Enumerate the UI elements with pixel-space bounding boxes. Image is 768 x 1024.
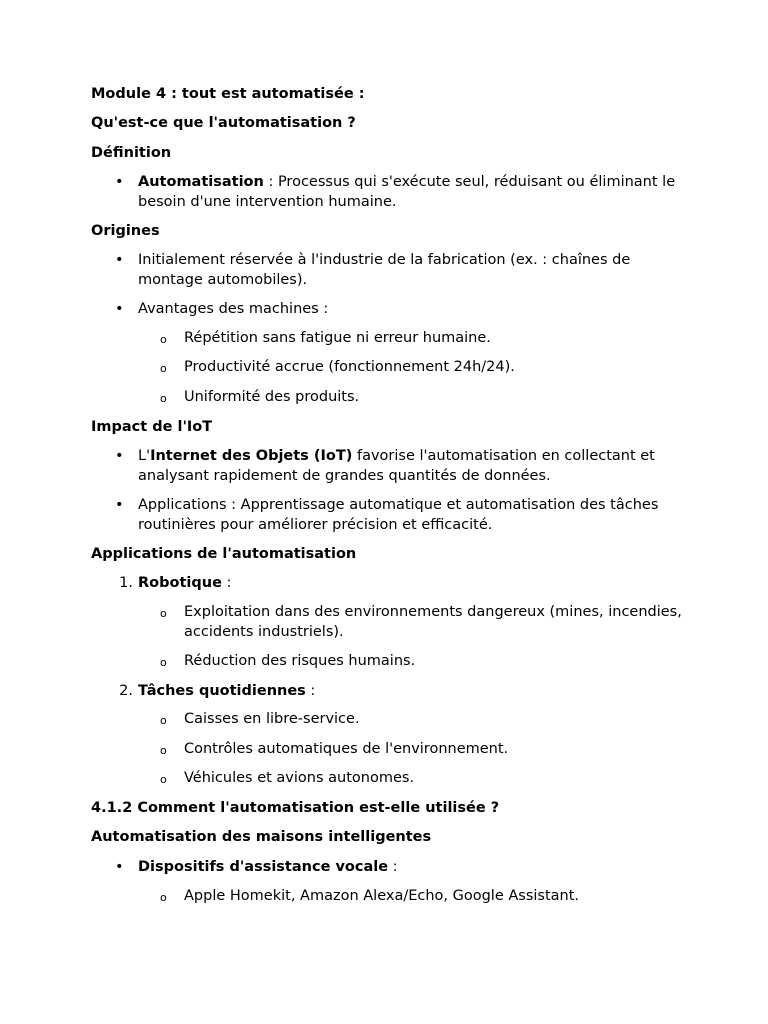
sub-bullet-marker: o <box>160 744 167 757</box>
sub-bullet-marker: o <box>160 362 167 375</box>
robotique-sub-item: Exploitation dans des environnements dangereux (mines, incendies, accidents industriels). <box>184 604 682 640</box>
voice-assistants-colon: : <box>388 859 398 875</box>
smart-homes-heading: Automatisation des maisons intelligentes <box>91 829 432 845</box>
origines-item-1: Initialement réservée à l'industrie de la fabrication (ex. : chaînes de montage automobiles). <box>138 252 631 288</box>
definition-heading: Définition <box>91 145 172 161</box>
iot-item-1-prefix: L' <box>138 448 151 464</box>
definition-text: : Processus qui s'exécute seul, réduisant ou éliminant le besoin d'une intervention humaine. <box>138 174 676 210</box>
origines-item-2: Avantages des machines : <box>138 301 329 317</box>
sub-bullet-marker: o <box>160 333 167 346</box>
origines-sub-item: Productivité accrue (fonctionnement 24h/24). <box>184 359 515 375</box>
taches-sub-item: Véhicules et avions autonomes. <box>184 770 415 786</box>
iot-heading: Impact de l'IoT <box>91 419 213 435</box>
bullet-marker: • <box>115 301 124 317</box>
definition-item <box>138 173 686 212</box>
iot-term: Internet des Objets (IoT) <box>150 448 353 464</box>
applications-heading: Applications de l'automatisation <box>91 546 357 562</box>
smart-homes-sub-item: Apple Homekit, Amazon Alexa/Echo, Google Assistant. <box>184 888 580 904</box>
sub-bullet-marker: o <box>160 891 167 904</box>
list-number: 2. <box>119 683 133 699</box>
smart-homes-item <box>138 858 686 878</box>
sub-bullet-marker: o <box>160 773 167 786</box>
bullet-marker: • <box>115 252 124 268</box>
applications-item-robotique <box>138 574 686 594</box>
iot-item-1 <box>138 447 686 486</box>
iot-item-1-text: favorise l'automatisation en collectant et analysant rapidement de grandes quantités de données. <box>138 448 655 484</box>
robotique-sub-item: Réduction des risques humains. <box>184 653 416 669</box>
module-title: Module 4 : tout est automatisée : <box>91 86 365 102</box>
list-number: 1. <box>119 575 133 591</box>
bullet-marker: • <box>115 448 124 464</box>
robotique-term: Robotique <box>138 575 222 591</box>
question-heading: Qu'est-ce que l'automatisation ? <box>91 115 356 131</box>
robotique-colon: : <box>221 575 232 591</box>
bullet-marker: • <box>115 497 124 513</box>
sub-bullet-marker: o <box>160 392 167 405</box>
definition-term: Automatisation <box>138 174 264 190</box>
taches-colon: : <box>305 683 316 699</box>
origines-sub-item: Uniformité des produits. <box>184 389 360 405</box>
origines-sub-item: Répétition sans fatigue ni erreur humaine. <box>184 330 491 346</box>
taches-term: Tâches quotidiennes <box>138 683 306 699</box>
sub-bullet-marker: o <box>160 656 167 669</box>
taches-sub-item: Contrôles automatiques de l'environnement. <box>184 741 509 757</box>
voice-assistants-term: Dispositifs d'assistance vocale <box>138 859 389 875</box>
origines-heading: Origines <box>91 223 160 239</box>
sub-bullet-marker: o <box>160 607 167 620</box>
bullet-marker: • <box>115 174 124 190</box>
bullet-marker: • <box>115 859 124 875</box>
iot-item-2: Applications : Apprentissage automatique et automatisation des tâches routinières pour améliorer précision et efficacité. <box>138 497 659 533</box>
taches-sub-item: Caisses en libre-service. <box>184 711 360 727</box>
sub-bullet-marker: o <box>160 714 167 727</box>
applications-item-taches <box>138 682 686 702</box>
section-heading: 4.1.2 Comment l'automatisation est-elle utilisée ? <box>91 800 500 816</box>
